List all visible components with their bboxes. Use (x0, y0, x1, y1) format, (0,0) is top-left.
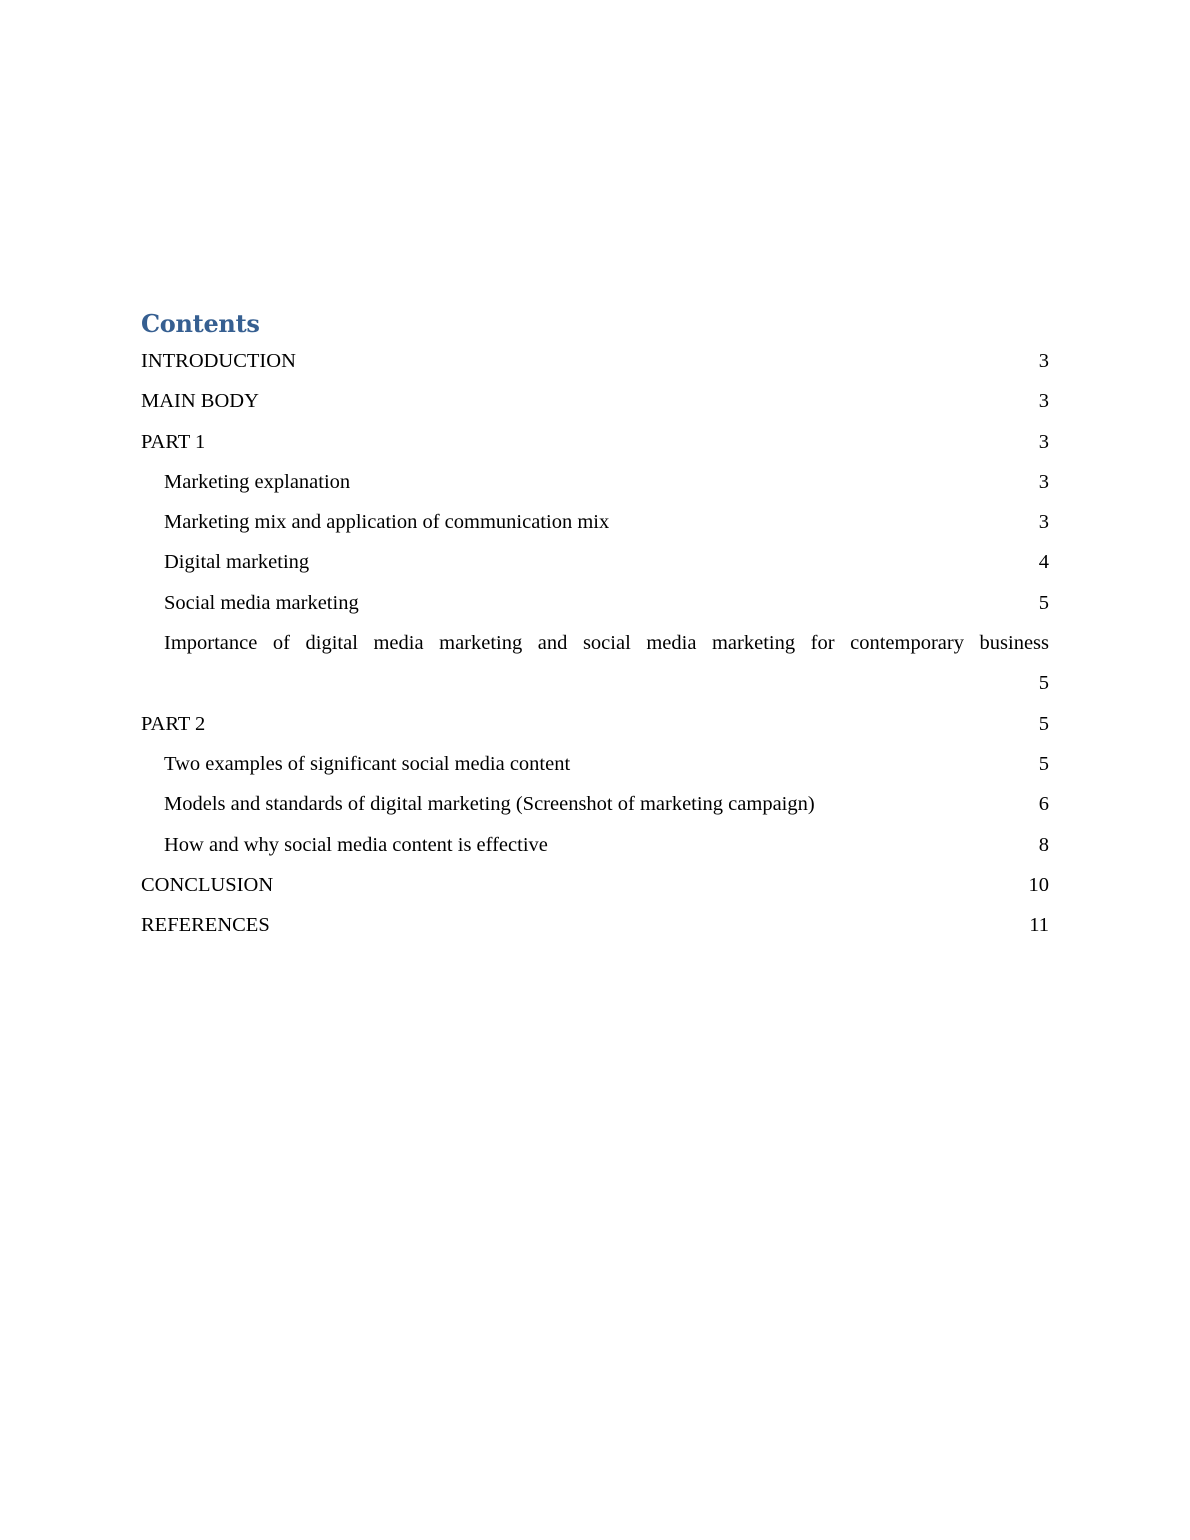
toc-entry-page-number: 11 (1029, 914, 1049, 937)
toc-entry-models-and-standards[interactable] (141, 784, 1049, 824)
toc-entry-page-number: 5 (1038, 591, 1049, 614)
toc-entry-page-number: 3 (1038, 470, 1049, 493)
toc-entry-label: Importance of digital media marketing and social media marketing for contemporary business (164, 632, 1049, 655)
toc-entry-page-number: 4 (1038, 551, 1049, 574)
toc-entry-label: Marketing mix and application of communication mix (164, 511, 610, 534)
toc-heading: Contents (141, 309, 260, 338)
toc-entry-two-examples[interactable] (141, 744, 1049, 784)
toc-entry-page-number: 5 (1038, 712, 1049, 735)
toc-entry-label: MAIN BODY (141, 390, 259, 413)
toc-entry-marketing-explanation[interactable] (141, 462, 1049, 502)
toc-entry-part-2[interactable] (141, 704, 1049, 744)
toc-entry-label: Marketing explanation (164, 470, 351, 493)
toc-entry-page-number: 3 (1038, 390, 1049, 413)
table-of-contents (141, 307, 1049, 945)
toc-entry-label: Social media marketing (164, 591, 359, 614)
toc-entry-page-number: 8 (1038, 833, 1049, 856)
toc-entry-page-number: 3 (1038, 511, 1049, 534)
toc-entry-main-body[interactable] (141, 381, 1049, 421)
toc-entry-page-number: 3 (1038, 350, 1049, 372)
toc-entry-page-number: 5 (1038, 672, 1049, 695)
toc-entry-label: INTRODUCTION (141, 350, 296, 372)
toc-entry-part-1[interactable] (141, 422, 1049, 462)
toc-entry-digital-marketing[interactable] (141, 542, 1049, 582)
toc-entry-importance-of-digital-media[interactable] (141, 623, 1049, 704)
toc-entry-label: Models and standards of digital marketing (Screenshot of marketing campaign) (164, 793, 815, 816)
toc-entry-label: Digital marketing (164, 551, 310, 574)
toc-entry-social-media-marketing[interactable] (141, 583, 1049, 623)
toc-entry-page-number: 5 (1038, 752, 1049, 775)
toc-entry-label: REFERENCES (141, 914, 270, 937)
toc-entry-marketing-mix[interactable] (141, 502, 1049, 542)
toc-entry-page-number: 6 (1038, 793, 1049, 816)
toc-entry-how-and-why[interactable] (141, 825, 1049, 865)
toc-entry-references[interactable] (141, 905, 1049, 945)
toc-entry-label: Two examples of significant social media content (164, 752, 571, 775)
toc-entry-page-number: 10 (1028, 873, 1049, 896)
toc-entry-label: CONCLUSION (141, 873, 274, 896)
toc-list (141, 341, 1049, 945)
toc-entry-label: How and why social media content is effective (164, 833, 548, 856)
toc-entry-label: PART 1 (141, 430, 206, 453)
toc-entry-label: PART 2 (141, 712, 206, 735)
toc-entry-conclusion[interactable] (141, 865, 1049, 905)
toc-entry-introduction[interactable] (141, 341, 1049, 381)
toc-entry-page-number: 3 (1038, 430, 1049, 453)
